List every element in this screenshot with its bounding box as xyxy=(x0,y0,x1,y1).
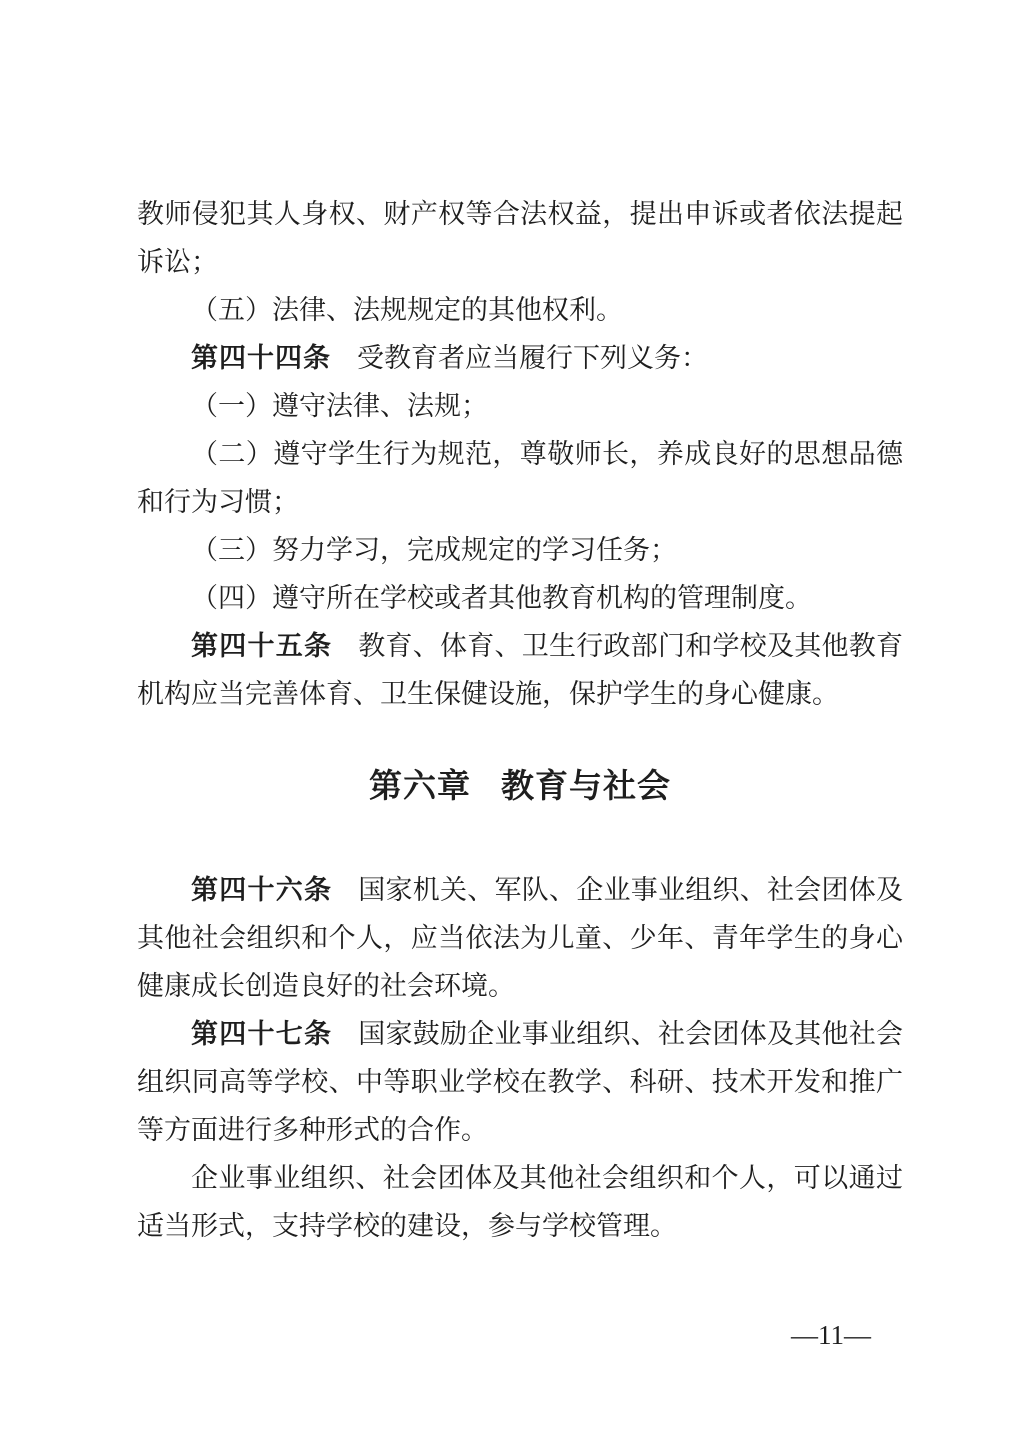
paragraph xyxy=(137,622,903,718)
document-body xyxy=(137,190,903,1250)
paragraph-text: （一）遵守法律、法规； xyxy=(191,391,488,421)
article-number: 第四十六条 xyxy=(191,875,333,905)
chapter-number: 第六章 xyxy=(369,767,471,804)
paragraph xyxy=(137,526,903,574)
paragraph xyxy=(137,1010,903,1154)
article-number: 第四十七条 xyxy=(191,1019,333,1049)
paragraph-text: （二）遵守学生行为规范，尊敬师长，养成良好的思想品德和行为习惯； xyxy=(137,439,903,517)
paragraph-text: （三）努力学习，完成规定的学习任务； xyxy=(191,535,677,565)
page-number: —11— xyxy=(791,1320,871,1350)
paragraph xyxy=(137,190,903,286)
paragraph-text: 国家机关、军队、企业事业组织、社会团体及其他社会组织和个人，应当依法为儿童、少年、青年学生的身心健康成长创造良好的社会环境。 xyxy=(137,875,903,1001)
paragraph-text: （四）遵守所在学校或者其他教育机构的管理制度。 xyxy=(191,583,812,613)
article-number: 第四十四条 xyxy=(191,343,331,373)
page-footer xyxy=(791,1320,871,1350)
paragraph xyxy=(137,430,903,526)
paragraph-text: 受教育者应当履行下列义务： xyxy=(357,343,708,373)
chapter-heading xyxy=(137,762,903,810)
paragraph-text: 国家鼓励企业事业组织、社会团体及其他社会组织同高等学校、中等职业学校在教学、科研、技术开发和推广等方面进行多种形式的合作。 xyxy=(137,1019,903,1145)
article-number: 第四十五条 xyxy=(191,631,333,661)
paragraph xyxy=(137,334,903,382)
paragraph-text: 教育、体育、卫生行政部门和学校及其他教育机构应当完善体育、卫生保健设施，保护学生的身心健康。 xyxy=(137,631,903,709)
paragraph-text: 教师侵犯其人身权、财产权等合法权益，提出申诉或者依法提起诉讼； xyxy=(137,199,903,277)
chapter-title: 教育与社会 xyxy=(501,767,671,804)
paragraph-text: 企业事业组织、社会团体及其他社会组织和个人，可以通过适当形式，支持学校的建设，参与学校管理。 xyxy=(137,1163,903,1241)
paragraphs-before-heading xyxy=(137,190,903,718)
paragraph xyxy=(137,382,903,430)
paragraph xyxy=(137,1154,903,1250)
paragraph xyxy=(137,574,903,622)
paragraph-text: （五）法律、法规规定的其他权利。 xyxy=(191,295,623,325)
paragraph xyxy=(137,286,903,334)
paragraphs-after-heading xyxy=(137,866,903,1250)
paragraph xyxy=(137,866,903,1010)
